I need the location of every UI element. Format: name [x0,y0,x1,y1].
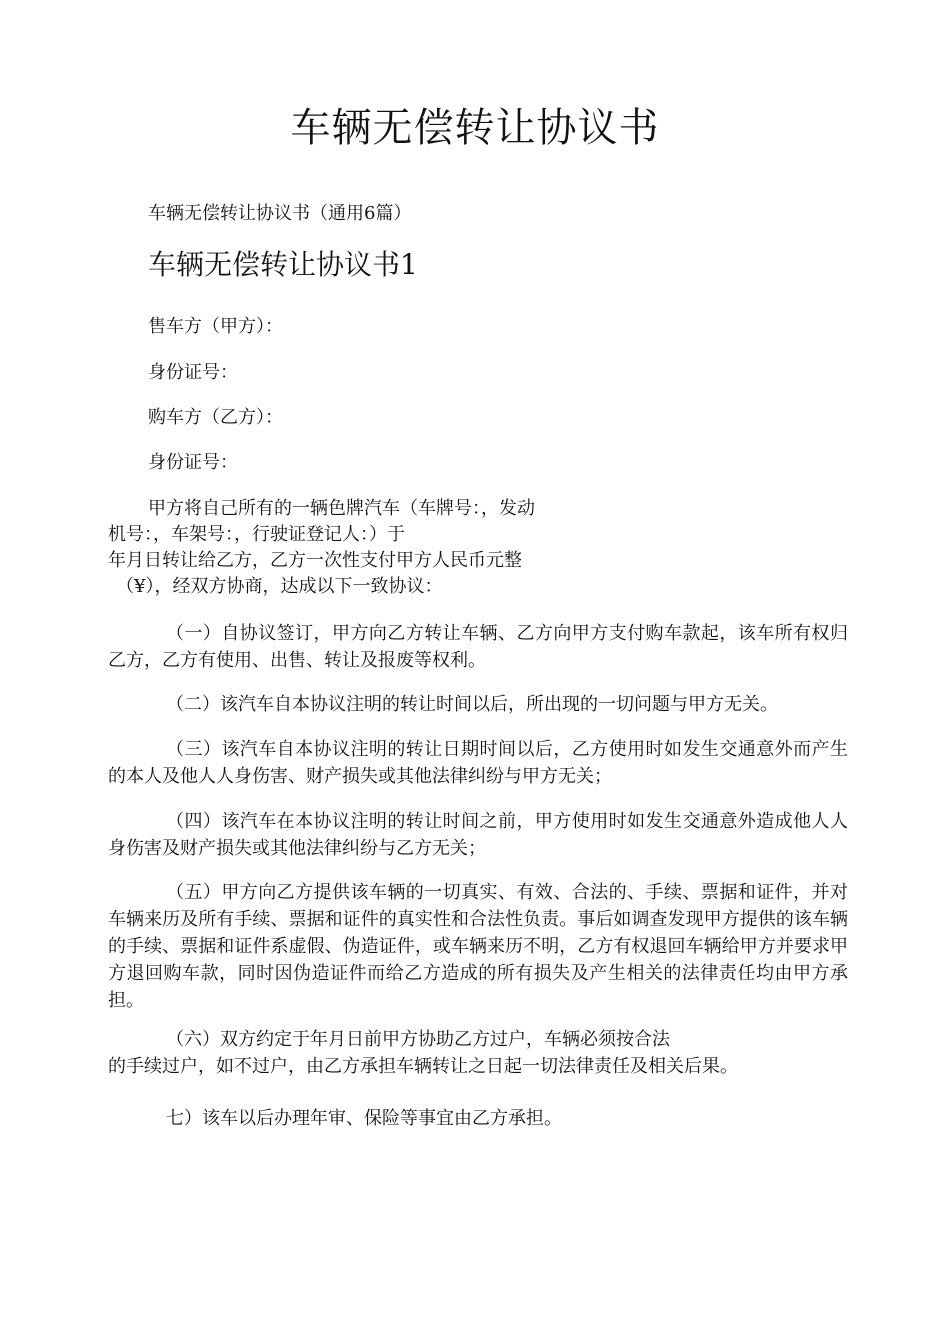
seller-id-field-label: 身份证号： [148,362,238,383]
buyer-field-label: 购车方（乙方）： [148,407,283,428]
intro-line: 甲方将自己所有的一辆色牌汽车（车牌号：，发动 [148,498,535,519]
clause-3: （三）该汽车自本协议注明的转让日期时间以后，乙方使用时如发生交通意外而产生的本人及他人人身伤害、财产损失或其他法律纠纷与甲方无关； [108,739,848,787]
seller-field-label: 售车方（甲方）： [148,316,283,337]
document-subtitle: 车辆无偿转让协议书（通用6篇） [148,203,412,224]
buyer-id-field-label: 身份证号： [148,452,238,473]
intro-line: 年月日转让给乙方，乙方一次性支付甲方人民币元整 [108,550,522,571]
clause-7: 七）该车以后办理年审、保险等事宜由乙方承担。 [166,1108,562,1129]
intro-line: 机号：，车架号：，行驶证登记人：）于 [108,524,405,545]
clause-6-line-2: 的手续过户，如不过户，由乙方承担车辆转让之日起一切法律责任及相关后果。 [108,1056,738,1077]
clause-1: （一）自协议签订，甲方向乙方转让车辆、乙方向甲方支付购车款起，该车所有权归乙方，乙方有使用、出售、转让及报废等权利。 [108,623,848,671]
document-title: 车辆无偿转让协议书 [290,105,660,151]
intro-line: （¥），经双方协商，达成以下一致协议： [116,576,443,597]
section-heading: 车辆无偿转让协议书1 [148,248,418,281]
clause-6-line-1: （六）双方约定于年月日前甲方协助乙方过户，车辆必须按合法 [166,1029,670,1050]
clause-4: （四）该汽车在本协议注明的转让时间之前，甲方使用时如发生交通意外造成他人人身伤害及财产损失或其他法律纠纷与乙方无关； [108,811,848,859]
clause-2: （二）该汽车自本协议注明的转让时间以后，所出现的一切问题与甲方无关。 [166,694,778,715]
clause-5: （五）甲方向乙方提供该车辆的一切真实、有效、合法的、手续、票据和证件，并对车辆来历及所有手续、票据和证件的真实性和合法性负责。事后如调查发现甲方提供的该车辆的手续、票据和证件系虚假、伪造证件，或车辆来历不明，乙方有权退回车辆给甲方并要求甲方退回购车款，同时因伪造证件而给乙方造成的所有损失及产生相关的法律责任均由甲方承担。 [108,882,848,1011]
